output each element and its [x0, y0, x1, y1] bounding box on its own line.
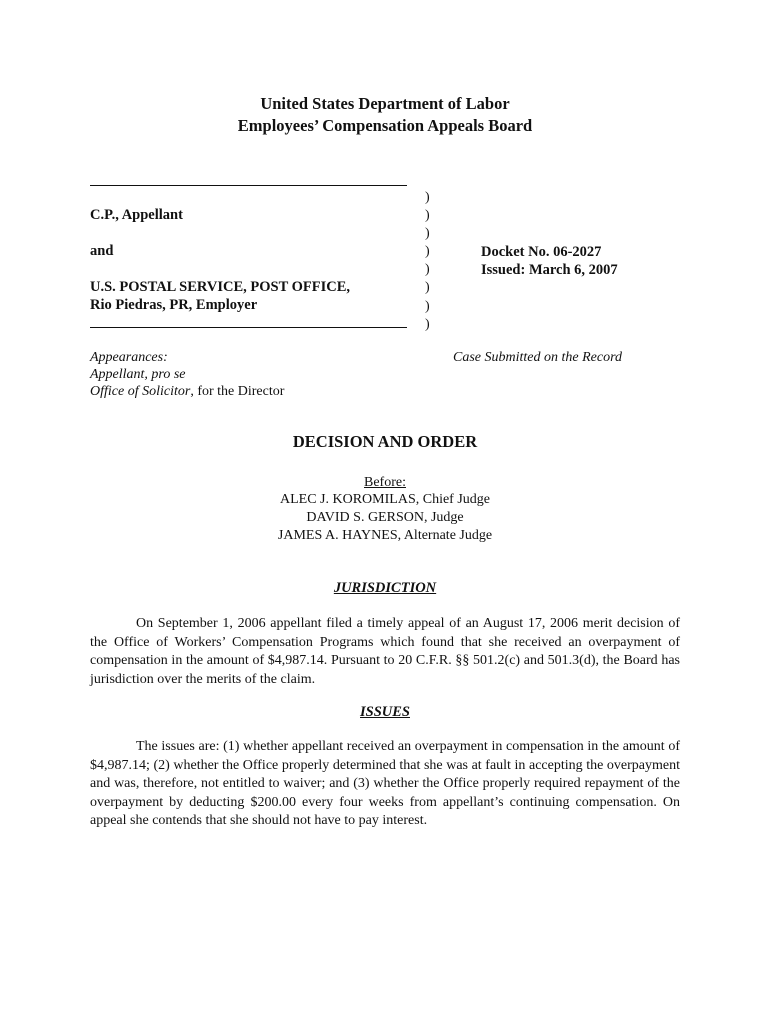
caption-parentheses: [425, 189, 439, 334]
caption-and: and: [90, 243, 114, 259]
caption-bottom-rule: [90, 327, 407, 328]
board-name: Employees’ Compensation Appeals Board: [237, 116, 533, 135]
issues-heading: ISSUES: [360, 704, 410, 720]
document-title: DECISION AND ORDER: [292, 432, 478, 451]
jurisdiction-heading: JURISDICTION: [333, 580, 437, 596]
solicitor-appearance: [90, 383, 284, 400]
docket-number: Docket No. 06-2027: [481, 244, 602, 260]
panel-before-label: Before:: [364, 475, 406, 490]
caption-paren: ): [425, 208, 430, 224]
jurisdiction-paragraph: On September 1, 2006 appellant filed a timely appeal of an August 17, 2006 merit decision of the Office of Workers’ Compensation Programs which found that she received an overpayment of compensation in the amount of $4,987.14. Pursuant to 20 C.F.R. §§ 501.2(c) and 501.3(d), the Board has jurisdiction over the merits of the claim.: [90, 616, 680, 687]
judge-member: DAVID S. GERSON, Judge: [306, 510, 464, 525]
solicitor-role: , for the Director: [190, 384, 285, 399]
agency-name: United States Department of Labor: [260, 94, 510, 113]
caption-paren: ): [425, 316, 430, 332]
solicitor-office: Office of Solicitor: [90, 384, 191, 399]
caption-top-rule: [90, 185, 407, 186]
judge-chief: ALEC J. KOROMILAS, Chief Judge: [280, 492, 490, 507]
appellant-appearance: Appellant, pro se: [90, 367, 186, 382]
caption-paren: ): [425, 244, 430, 260]
panel-before: [0, 474, 770, 492]
appellant-name: C.P., Appellant: [90, 207, 183, 223]
caption-paren: ): [425, 298, 430, 314]
caption-paren: ): [425, 262, 430, 278]
appearances-label: Appearances:: [90, 350, 168, 365]
employer-line-2: Rio Piedras, PR, Employer: [90, 297, 258, 313]
caption-paren: ): [425, 280, 430, 296]
employer-line-1: U.S. POSTAL SERVICE, POST OFFICE,: [90, 279, 351, 295]
case-submitted: Case Submitted on the Record: [453, 350, 623, 365]
caption-paren: ): [425, 190, 430, 205]
issued-date: Issued: March 6, 2007: [481, 262, 618, 278]
caption-paren: ): [425, 226, 430, 242]
judge-alternate: JAMES A. HAYNES, Alternate Judge: [277, 528, 493, 543]
issues-paragraph: The issues are: (1) whether appellant received an overpayment in compensation in the amount of $4,987.14; (2) whether the Office properly determined that she was at fault in accepting the overpayment and was, therefore, not entitled to waiver; and (3) whether the Office properly required repayment of the overpayment by deducting $200.00 every four weeks from appellant’s continuing compensation. On appeal she contends that she should not have to pay interest.: [90, 739, 680, 828]
